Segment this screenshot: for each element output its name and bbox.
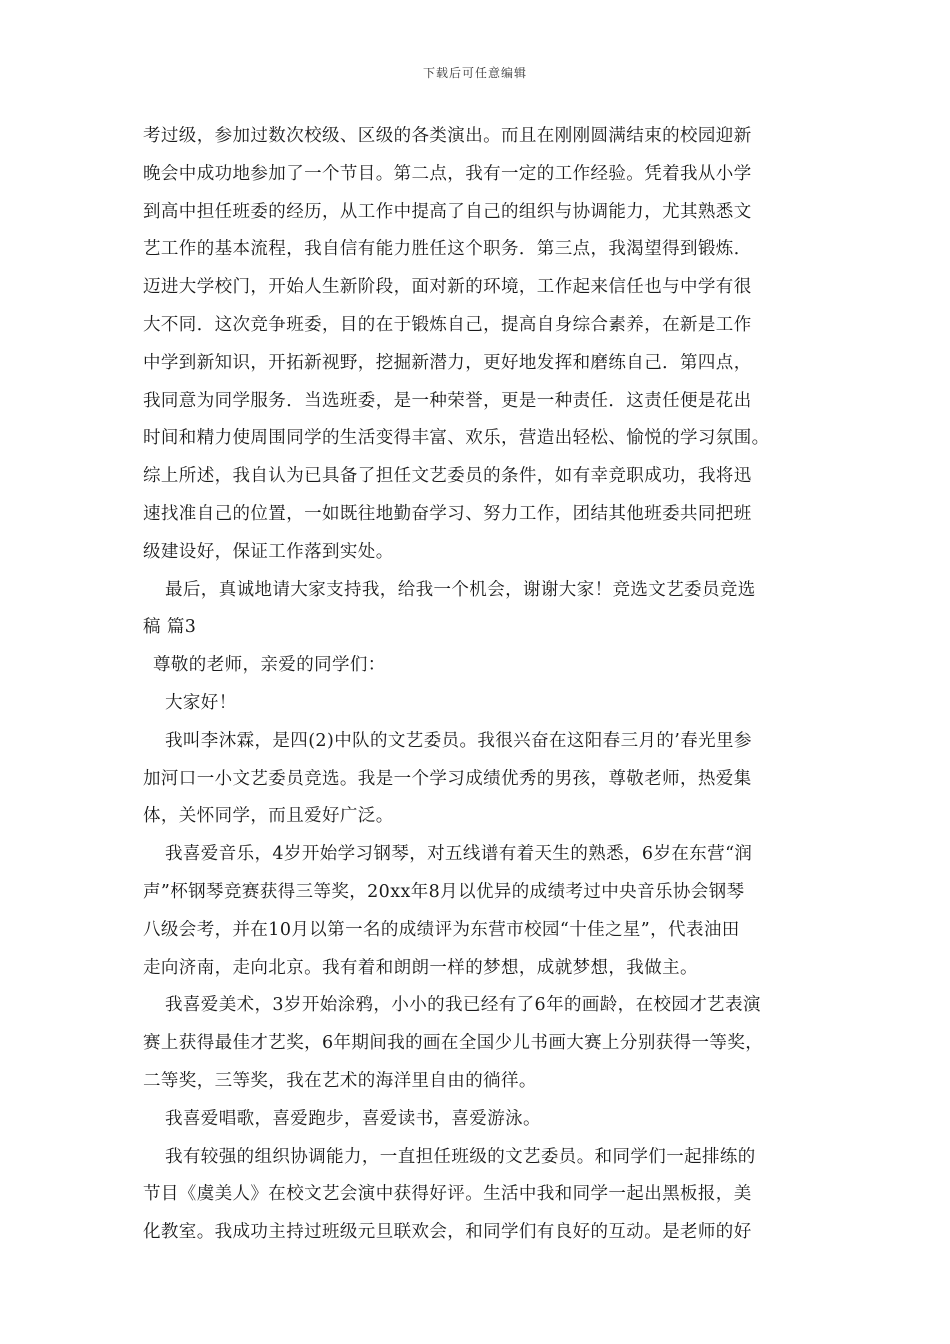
- text-line: 我同意为同学服务．当选班委，是一种荣誉，更是一种责任．这责任便是花出: [143, 390, 752, 411]
- text-line: 速找准自己的位置，一如既往地勤奋学习、努力工作，团结其他班委共同把班: [143, 503, 752, 524]
- text-line: 体，关怀同学，而且爱好广泛。: [143, 806, 394, 827]
- text-line: 考过级，参加过数次校级、区级的各类演出。而且在刚刚圆满结束的校园迎新: [143, 126, 752, 146]
- text-line: 大不同．这次竞争班委，目的在于锻炼自己，提高自身综合素养，在新是工作: [143, 314, 752, 335]
- text-line: 赛上获得最佳才艺奖，6年期间我的画在全国少儿书画大赛上分别获得一等奖，: [143, 1033, 764, 1054]
- text-line: 我喜爱美术，3岁开始涂鸦，小小的我已经有了6年的画龄，在校园才艺表演: [165, 995, 761, 1016]
- text-line: 时间和精力使周围同学的生活变得丰富、欢乐，营造出轻松、愉悦的学习氛围。: [143, 428, 770, 449]
- text-line: 大家好！: [165, 692, 237, 713]
- page-header: 下载后可任意编辑: [422, 66, 527, 80]
- text-line: 走向济南，走向北京。我有着和朗朗一样的梦想，成就梦想，我做主。: [143, 957, 698, 978]
- text-line: 最后，真诚地请大家支持我，给我一个机会，谢谢大家！竞选文艺委员竞选: [165, 579, 756, 600]
- text-line: 到高中担任班委的经历，从工作中提高了自己的组织与协调能力，尤其熟悉文: [143, 201, 752, 222]
- text-line: 我有较强的组织协调能力，一直担任班级的文艺委员。和同学们一起排练的: [165, 1146, 756, 1167]
- text-line: 我喜爱音乐，4岁开始学习钢琴，对五线谱有着天生的熟悉，6岁在东营“润: [165, 844, 753, 865]
- document-body: [143, 118, 809, 1252]
- text-line: 艺工作的基本流程，我自信有能力胜任这个职务．第三点，我渴望得到锻炼．: [143, 239, 752, 260]
- text-line: 我叫李沐霖，是四(2)中队的文艺委员。我很兴奋在这阳春三月的’春光里参: [165, 730, 752, 751]
- text-line: 尊敬的老师，亲爱的同学们：: [153, 655, 386, 676]
- text-line: 中学到新知识，开拓新视野，挖掘新潜力，更好地发挥和磨练自己．第四点，: [143, 352, 752, 373]
- text-line: 综上所述，我自认为已具备了担任文艺委员的条件，如有幸竞职成功，我将迅: [143, 466, 752, 487]
- text-line: 二等奖，三等奖，我在艺术的海洋里自由的徜徉。: [143, 1070, 537, 1091]
- text-line: 晚会中成功地参加了一个节目。第二点，我有一定的工作经验。凭着我从小学: [143, 163, 752, 184]
- text-line: 化教室。我成功主持过班级元旦联欢会，和同学们有良好的互动。是老师的好: [143, 1222, 752, 1243]
- text-line: 我喜爱唱歌，喜爱跑步，喜爱读书，喜爱游泳。: [165, 1108, 541, 1129]
- text-line: 节目《虞美人》在校文艺会演中获得好评。生活中我和同学一起出黑板报，美: [143, 1184, 752, 1205]
- text-line: 声”杯钢琴竞赛获得三等奖，20xx年8月以优异的成绩考过中央音乐协会钢琴: [143, 881, 745, 902]
- text-line: 稿 篇3: [143, 617, 197, 638]
- text-line: 八级会考，并在10月以第一名的成绩评为东营市校园“十佳之星”，代表油田: [143, 919, 740, 940]
- text-line: 迈进大学校门，开始人生新阶段，面对新的环境，工作起来信任也与中学有很: [143, 277, 752, 298]
- text-line: 级建设好，保证工作落到实处。: [143, 541, 394, 562]
- text-line: 加河口一小文艺委员竞选。我是一个学习成绩优秀的男孩，尊敬老师，热爱集: [143, 768, 752, 789]
